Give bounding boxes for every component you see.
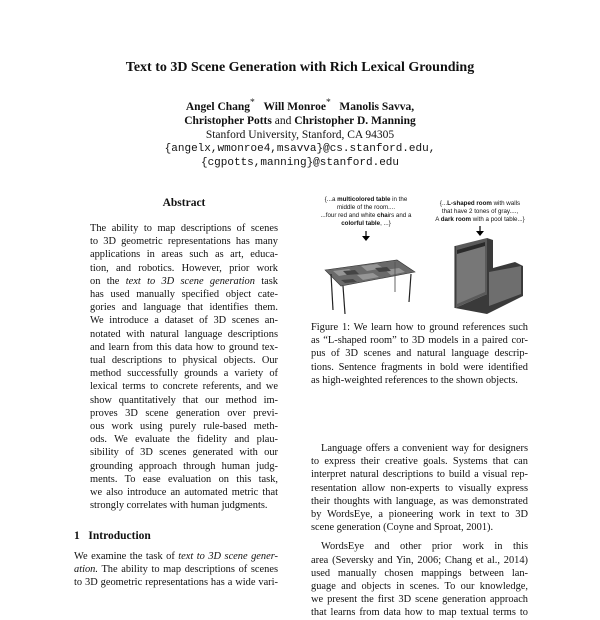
intro-line: ation. The ability to map descriptions of scenes	[74, 564, 278, 576]
intro-body	[74, 550, 278, 590]
figure-caption-line: Figure 1: We learn how to ground references such	[311, 322, 528, 333]
caption-line: colorful table, ...}	[341, 220, 391, 227]
author-line-1	[0, 96, 600, 114]
body-line: scene generation (Coyne and Sproat, 2001).	[311, 522, 494, 534]
figure-1	[311, 196, 528, 316]
body-line: guage and objects in scenes. To our knowledge,	[311, 581, 528, 593]
caption-line: {...a multicolored table in the	[324, 196, 408, 203]
author-name: Christopher Potts	[184, 114, 272, 127]
figure-caption-line: as high-weighted references to the shown objects.	[311, 374, 518, 386]
body-line: their thoughts with language, as was demonstrated	[311, 495, 528, 507]
caption-line: middle of the room....	[336, 204, 396, 211]
body-line: to express their creative goals. Systems that can	[311, 456, 528, 468]
figure-left-caption	[311, 196, 421, 228]
author-mark: *	[250, 97, 255, 108]
abstract-line: We introduce a dataset of 3D scenes an-	[90, 315, 278, 327]
abstract-line: we also introduce an automated metric that	[90, 487, 278, 499]
down-arrow-icon	[475, 226, 485, 236]
down-arrow-icon	[361, 231, 371, 241]
figure-right-caption	[429, 200, 531, 224]
body-line: interpret natural descriptions to build a visual rep-	[311, 469, 528, 481]
author-name: Christopher D. Manning	[294, 114, 416, 127]
author-name: Angel Chang	[185, 100, 251, 113]
caption-line: A dark room with a pool table...}	[435, 216, 525, 223]
figure-caption-line: tions. Sentence fragments in bold were identified	[311, 361, 528, 373]
body-line: that learns from data how to map textual terms to	[311, 607, 528, 619]
abstract-line: tual descriptions to physical objects. Our	[90, 355, 278, 367]
caption-line: ...four red and white chairs and a	[320, 212, 412, 219]
author-block	[0, 96, 600, 170]
abstract-line: sibility of 3D scenes generated with our	[90, 447, 278, 459]
abstract-line: show quantitatively that our method im-	[90, 394, 278, 406]
abstract-line: The ability to map descriptions of scenes	[90, 223, 278, 234]
abstract-heading: Abstract	[162, 197, 206, 209]
multicolored-table-image	[319, 240, 419, 316]
l-shaped-room-image	[443, 232, 529, 316]
abstract-body	[90, 222, 278, 512]
author-mark: *	[325, 97, 331, 108]
author-conjunction: and	[274, 114, 292, 127]
intro-right-body	[311, 442, 528, 620]
body-line: by WordsEye, a pioneering work in text to 3D	[311, 509, 528, 521]
body-line: Language offers a convenient way for designers	[321, 443, 528, 454]
author-name: Will Monroe	[263, 100, 326, 113]
figure-caption-line: as “L-shaped room” to 3D models in a paired cor-	[311, 335, 528, 347]
abstract-line: on the text to 3D scene generation task	[90, 275, 278, 287]
abstract-line: gories and language that identifies them.	[90, 302, 278, 314]
body-line: we present the first 3D scene generation approach	[311, 594, 528, 606]
body-line: area (Seversky and Yin, 2006; Chang et al., 2014)	[311, 554, 528, 566]
abstract-line: has used manually specified object cate-	[90, 289, 278, 301]
author-line-2	[0, 114, 600, 128]
body-line: resentation allow non-experts to visually express	[311, 482, 528, 494]
abstract-line: proves 3D scene generation over previ-	[90, 407, 278, 419]
abstract-line: strongly correlates with human judgments.	[90, 500, 268, 512]
email-line: {angelx,wmonroe4,msavva}@cs.stanford.edu,	[164, 142, 436, 155]
abstract-line: method successfully grounds a variety of	[90, 368, 278, 380]
section-number: 1	[74, 530, 80, 542]
author-name: Manolis Savva,	[339, 100, 415, 113]
abstract-line: ments. To ease evaluation on this task,	[90, 473, 278, 485]
email-line: {cgpotts,manning}@stanford.edu	[200, 156, 400, 169]
abstract-line: and learn from this data how to ground tex-	[90, 341, 278, 353]
figure-caption-line: pus of 3D scenes and natural language descrip-	[311, 348, 528, 360]
body-line: WordsEye and other prior work in this	[321, 541, 528, 553]
section-heading	[74, 530, 151, 542]
intro-line: to 3D geometric representations has a wide vari-	[74, 577, 278, 589]
abstract-line: tion, and robotics. However, prior work	[90, 262, 278, 274]
affiliation: Stanford University, Stanford, CA 94305	[205, 128, 395, 141]
abstract-line: lexical terms to concrete referents, and we	[90, 381, 278, 393]
abstract-line: applications in areas such as art, educa-	[90, 249, 278, 261]
figure-caption	[311, 321, 528, 387]
body-line: used manually chosen mappings between lan-	[311, 567, 528, 579]
abstract-line: ous work using purely rule-based meth-	[90, 421, 278, 433]
abstract-line: notated with natural language descriptions	[90, 328, 278, 340]
abstract-line: to 3D geometric representations has many	[90, 236, 278, 248]
paper-title: Text to 3D Scene Generation with Rich Lexical Grounding	[125, 60, 475, 75]
abstract-line: ods. We evaluate the fidelity and plau-	[90, 434, 278, 446]
intro-line: We examine the task of text to 3D scene gener-	[74, 551, 278, 562]
caption-line: {...L-shaped room with walls	[439, 200, 521, 207]
caption-line: that have 2 tones of gray....,	[441, 208, 519, 215]
section-title: Introduction	[88, 530, 151, 542]
abstract-line: grounding approach through human judg-	[90, 460, 278, 472]
